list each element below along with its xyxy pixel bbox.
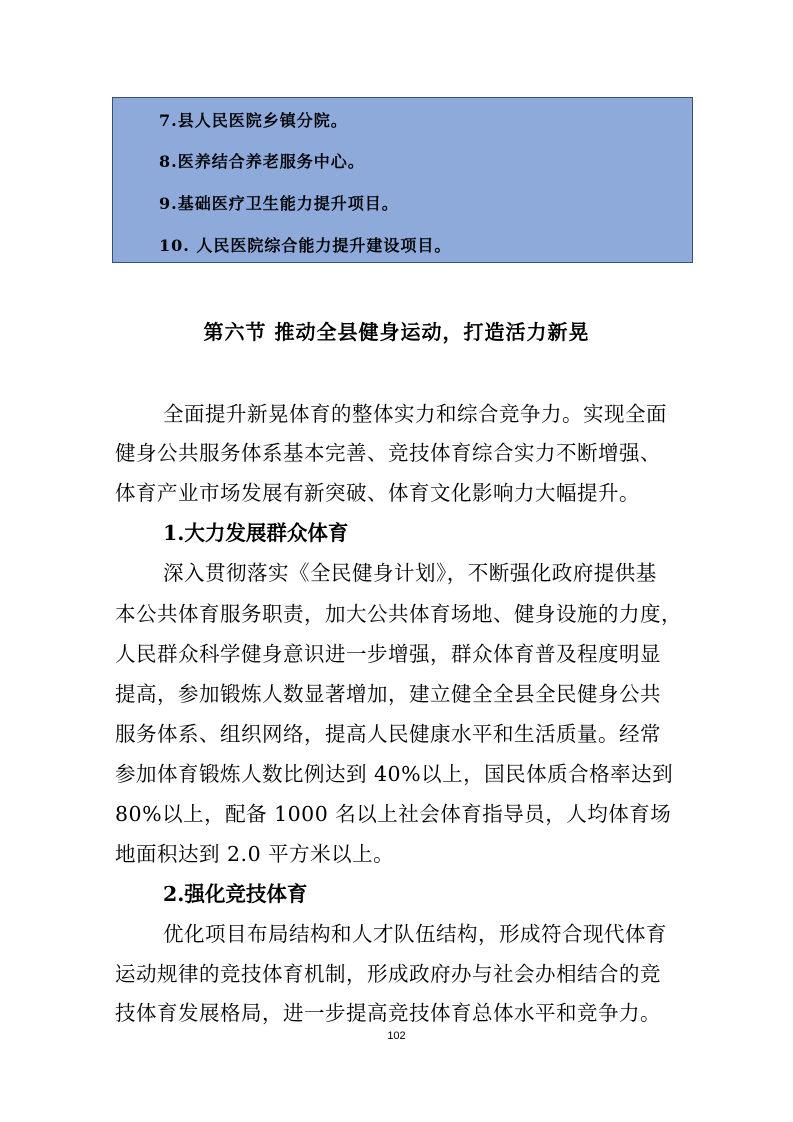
mass-line-3: 人民群众科学健身意识进一步增强，群众体育普及程度明显 (115, 642, 661, 666)
project-item-7: 7.县人民医院乡镇分院。 (159, 111, 348, 130)
heading-mass-sports: 1.大力发展群众体育 (163, 521, 349, 545)
mass-line-4: 提高，参加锻炼人数显著增加，建立健全全县全民健身公共 (115, 682, 661, 706)
intro-line-3: 体育产业市场发展有新突破、体育文化影响力大幅提升。 (115, 481, 640, 505)
comp-line-2: 运动规律的竞技体育机制，形成政府办与社会办相结合的竞 (115, 962, 661, 986)
mass-line-1: 深入贯彻落实《全民健身计划》，不断强化政府提供基 (163, 561, 657, 585)
mass-line-8: 地面积达到 2.0 平方米以上。 (115, 842, 395, 866)
comp-line-1: 优化项目布局结构和人才队伍结构，形成符合现代体育 (163, 922, 667, 946)
intro-line-2: 健身公共服务体系基本完善、竞技体育综合实力不断增强、 (115, 441, 661, 465)
comp-line-3: 技体育发展格局，进一步提高竞技体育总体水平和竞争力。 (115, 1001, 661, 1025)
project-item-9: 9.基础医疗卫生能力提升项目。 (159, 194, 399, 213)
project-list-box (112, 97, 693, 263)
mass-line-5: 服务体系、组织网络，提高人民健康水平和生活质量。经常 (115, 722, 661, 746)
project-item-10: 10. 人民医院综合能力提升建设项目。 (159, 236, 452, 255)
section-title: 第六节 推动全县健身运动，打造活力新晃 (203, 320, 590, 344)
mass-line-6: 参加体育锻炼人数比例达到 40%以上，国民体质合格率达到 (115, 762, 674, 786)
intro-line-1: 全面提升新晃体育的整体实力和综合竞争力。实现全面 (163, 402, 667, 426)
heading-competitive-sports: 2.强化竞技体育 (163, 882, 308, 906)
mass-line-7: 80%以上，配备 1000 名以上社会体育指导员，人均体育场 (115, 802, 672, 826)
page-number: 102 (387, 1030, 406, 1042)
mass-line-2: 本公共体育服务职责，加大公共体育场地、健身设施的力度， (115, 602, 682, 626)
project-item-8: 8.医养结合养老服务中心。 (159, 152, 365, 171)
